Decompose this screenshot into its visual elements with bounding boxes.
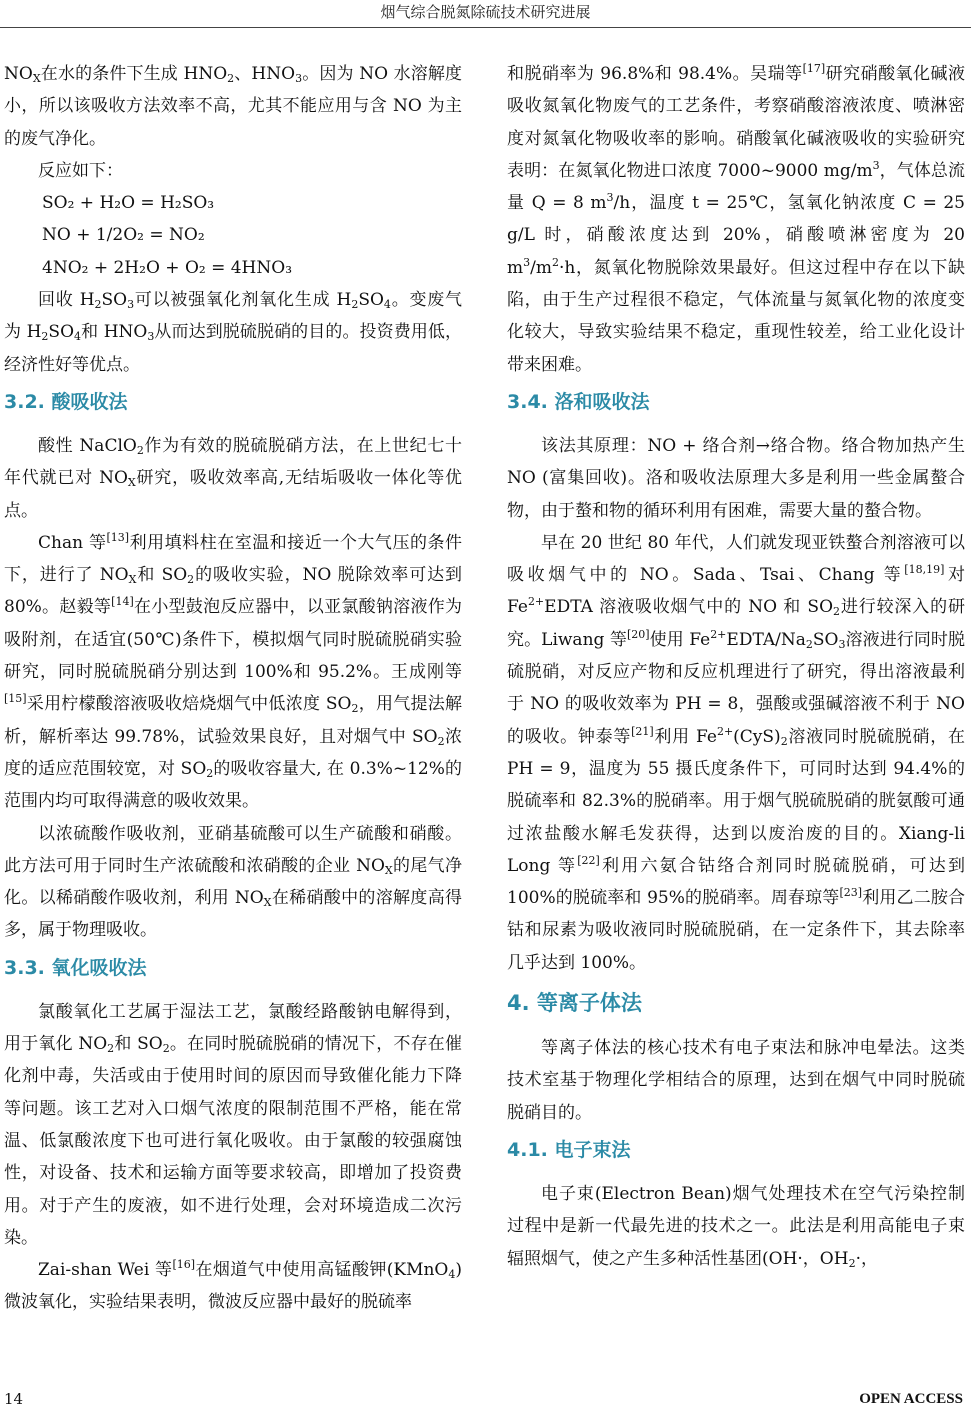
page-number: 14 [4, 1390, 24, 1408]
paragraph: Chan 等[13]利用填料柱在室温和接近一个大气压的条件下，进行了 $NO_X$和 $SO_2$的吸收实验，NO 脱除效率可达到 80%。赵毅等[14]在小型鼓泡反应器中，以亚氯酸钠溶液作为吸附剂，在适宜(50℃)条件下，模拟烟气同时脱硫脱硝实验研究，同时脱硫脱硝分别达到 100%和 95.2%。王成刚等[15]采用柠檬酸溶液吸收焙烧烟气中低浓度 $SO_2$，用气提法解析，解析率达 99.78%，试验效果良好，且对烟气中 $SO_2$浓度的适应范围较宽，对 $SO_2$的吸收容量大, 在 0.3%~12%的范围内均可取得满意的吸收效果。 [4, 530, 463, 812]
section-heading: 3.2. 酸吸收法 [4, 390, 128, 413]
open-access-label: OPEN ACCESS [859, 1391, 963, 1407]
equation: 4NO₂ + 2H₂O + O₂ = 4HNO₃ [42, 257, 293, 278]
citation: [21] [631, 724, 654, 738]
paragraph: $NO_X$在水的条件下生成 $HNO_2$、$HNO_3$。因为 NO 水溶解度小，所以该吸收方法效率不高，尤其不能应用与含 NO 为主的废气净化。 [4, 64, 462, 149]
page-footer [0, 1388, 971, 1410]
citation: [17] [802, 62, 826, 75]
section-heading: 3.4. 洛和吸收法 [507, 390, 650, 413]
citation: [20] [626, 627, 650, 641]
paragraph: 氯酸氧化工艺属于湿法工艺，氯酸经路酸钠电解得到，用于氧化 $NO_2$和 $SO_2$。在同时脱硫脱硝的情况下，不存在催化剂中毒，失活或由于使用时间的原因而导致催化能力下降等问题。该工艺对入口烟气浓度的限制范围不严格，能在常温、低氯酸浓度下也可进行氧化吸收。由于氯酸的较强腐蚀性，对设备、技术和运输方面等要求较高，即增加了投资费用。对于产生的废液，如不进行处理，会对环境造成二次污染。 [4, 1001, 462, 1248]
paragraph: 早在 20 世纪 80 年代，人们就发现亚铁螯合剂溶液可以吸收烟气中的 NO。Sada、Tsai、Chang 等[18,19]对 $Fe^{2+}EDTA$ 溶液吸收烟气中的 NO 和 $SO_2$进行较深入的研究。Liwang 等[20]使用 $Fe^{2+}EDTA/Na_2SO_3$溶液进行同时脱硫脱硝，对反应产物和反应机理进行了研究，得出溶液最利于 NO 的吸收效率为 PH = 8，强酸或强碱溶液不利于 NO 的吸收。钟泰等[21]利用 $Fe^{2+}(CyS)_2$溶液同时脱硫脱硝，在 PH = 9，温度为 55 摄氏度条件下，可同时达到 94.4%的脱硫率和 82.3%的脱硝率。用于烟气脱硫脱硝的胱氨酸可通过浓盐酸水解毛发获得，达到以废治废的目的。Xiang-li Long 等[22]利用六氨合钴络合剂同时脱硫脱硝，可达到 100%的脱硫率和 95%的脱硝率。周春琼等[23]利用乙二胺合钴和尿素为吸收液同时脱硫脱硝，在一定条件下，其去除率几乎达到 100%。 [507, 532, 966, 973]
paragraph: 以浓硫酸作吸收剂，亚硝基硫酸可以生产硫酸和硝酸。此方法可用于同时生产浓硫酸和浓硝酸的企业 $NO_X$的尾气净化。以稀硝酸作吸收剂，利用 $NO_X$在稀硝酸中的溶解度高得多，属于物理吸收。 [4, 823, 463, 941]
section-heading: 4. 等离子体法 [507, 991, 642, 1016]
paragraph: 和脱硝率为 96.8%和 98.4%。吴瑞等[17]研究硝酸氧化碱液吸收氮氧化物废气的工艺条件，考察硝酸溶液浓度、喷淋密度对氮氧化物吸收率的影响。硝酸氧化碱液吸收的实验研究表明：在氮氧化物进口浓度 7000~9000 $mg/m^3$，气体总流量 Q = 8 $m^3/h$，温度 t = 25℃，氢氧化钠浓度 C = 25 g/L 时，硝酸浓度达到 20%，硝酸喷淋密度为 20 $m^3/m^2\cdot h$，氮氧化物脱除效果最好。但这过程中存在以下缺陷，由于生产过程很不稳定，气体流量与氮氧化物的浓度变化较大，导致实验结果不稳定，重现性较差，给工业化设计带来困难。 [507, 62, 966, 375]
section-heading: 4.1. 电子束法 [507, 1138, 631, 1161]
left-column [4, 58, 462, 1319]
equation: NO + 1/2O₂ = NO₂ [42, 225, 205, 246]
citation: [16] [172, 1258, 196, 1272]
paragraph: 酸性 NaClO$_2$作为有效的脱硫脱硝方法，在上世纪七十年代就已对 $NO_X$研究，吸收效率高,无结垢吸收一体化等优点。 [4, 435, 463, 521]
paragraph: 等离子体法的核心技术有电子束法和脉冲电晕法。这类技术室基于物理化学相结合的原理，达到在烟气中同时脱硫脱硝目的。 [507, 1038, 965, 1123]
right-column [507, 58, 965, 1275]
equation: SO₂ + H₂O = H₂SO₃ [42, 193, 215, 214]
paragraph: Zai-shan Wei 等[16]在烟道气中使用高锰酸钾(KMnO$_4$)微波氧化，实验结果表明，微波反应器中最好的脱硫率 [4, 1258, 462, 1313]
section-heading: 3.3. 氧化吸收法 [4, 956, 147, 979]
paragraph: 电子束(Electron Bean)烟气处理技术在空气污染控制过程中是新一代最先进的技术之一。此法是利用高能电子束辐照烟气，使之产生多种活性基团(OH·，$OH_2\cdot$， [507, 1183, 965, 1270]
citation: [14] [111, 595, 134, 609]
running-header: 烟气综合脱氮除硫技术研究进展 [0, 0, 971, 28]
citation: [13] [106, 530, 130, 544]
citation: [23] [839, 886, 863, 900]
citation: [18,19] [904, 563, 945, 577]
reaction-label: 反应如下： [38, 160, 123, 181]
citation: [22] [577, 853, 600, 867]
paragraph: 该法其原理：NO + 络合剂→络合物。络合物加热产生 NO (富集回收)。洛和吸收法原理大多是利用一些金属螯合物，由于螯和物的循环利用有困难，需要大量的螯合物。 [507, 435, 965, 521]
paragraph: 回收 $H_2SO_3$可以被强氧化剂氧化生成 $H_2SO_4$。变废气为 $H_2SO_4$和 $HNO_3$从而达到脱硫脱硝的目的。投资费用低，经济性好等优点。 [4, 290, 463, 375]
citation: [15] [4, 692, 27, 706]
